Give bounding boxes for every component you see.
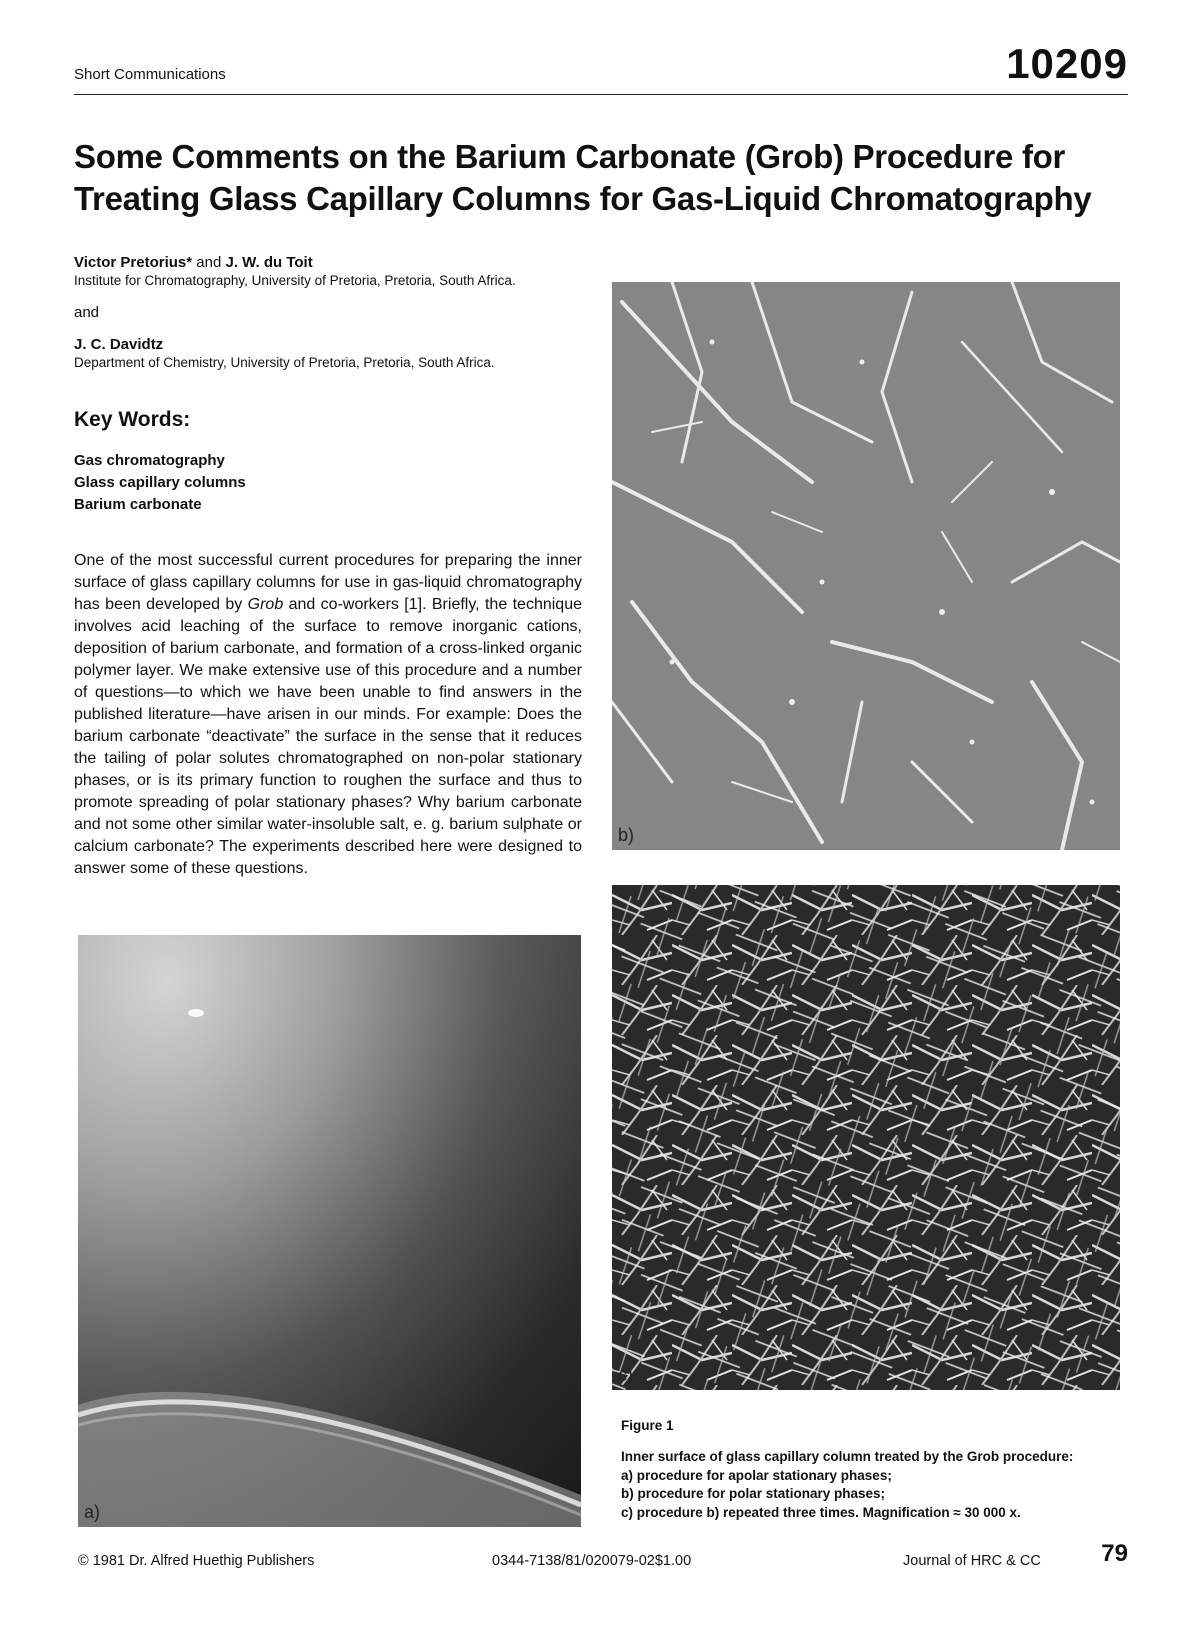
micrograph-a-image <box>78 935 581 1527</box>
caption-line: b) procedure for polar stationary phases; <box>621 1486 886 1501</box>
author-block <box>74 254 594 372</box>
header-rule <box>74 94 1128 95</box>
keyword-item: Gas chromatography <box>74 452 225 469</box>
micrograph-b-image <box>612 282 1120 850</box>
keyword-list <box>74 450 246 516</box>
abstract-paragraph <box>74 550 582 880</box>
author-separator: and <box>74 304 100 321</box>
figure-caption <box>621 1448 1141 1522</box>
title-line-2: Treating Glass Capillary Columns for Gas-Liquid Chromatography <box>74 180 1092 217</box>
author-affiliation-2: Department of Chemistry, University of Pretoria, Pretoria, South Africa. <box>74 355 495 370</box>
panel-label-b: b) <box>618 825 635 845</box>
abstract-text-2: and co-workers [1]. Briefly, the technique involves acid leaching of the surface to remove inorganic cations, deposition of barium carbonate, and formation of a cross-linked organic polymer layer. We make extensive use of this procedure and a number of questions—to which we have been unable to find answers in the published literature—have arisen in our minds. For example: Does the barium carbonate “deactivate” the surface in the sense that it reduces the tailing of polar solutes chromatographed on non-polar stationary phases, or is its primary function to roughen the surface and thus to promote spreading of polar stationary phases? Why barium carbonate and not some other similar water-insoluble salt, e. g. barium sulphate or calcium carbonate? The experiments described here were designed to answer some of these questions. <box>74 596 582 877</box>
footer-issn: 0344-7138/81/020079-02$1.00 <box>492 1553 692 1569</box>
author-name: J. W. du Toit <box>225 254 313 271</box>
title-line-1: Some Comments on the Barium Carbonate (Grob) Procedure for <box>74 138 1066 175</box>
keyword-item: Barium carbonate <box>74 496 202 513</box>
article-title <box>74 136 1134 220</box>
author-conjunction: and <box>196 254 222 271</box>
abstract-italic-name: Grob <box>247 596 284 613</box>
footer-journal: Journal of HRC & CC <box>903 1553 1041 1569</box>
caption-line: a) procedure for apolar stationary phases; <box>621 1467 892 1483</box>
micrograph-panel-b <box>612 282 1120 850</box>
micrograph-panel-a <box>78 935 581 1527</box>
article-number: 10209 <box>1006 40 1128 87</box>
author-names-1 <box>74 254 594 272</box>
author-affiliation-1: Institute for Chromatography, University of Pretoria, Pretoria, South Africa. <box>74 273 516 288</box>
micrograph-c-image <box>612 885 1120 1390</box>
keywords-heading: Key Words: <box>74 408 191 431</box>
panel-label-a: a) <box>84 1502 101 1522</box>
figure-title: Figure 1 <box>621 1418 674 1433</box>
page-number: 79 <box>1101 1540 1128 1567</box>
author-names-2 <box>74 336 594 354</box>
keyword-item: Glass capillary columns <box>74 474 246 491</box>
micrograph-panel-c <box>612 885 1120 1390</box>
author-name: J. C. Davidtz <box>74 336 164 353</box>
caption-line: c) procedure b) repeated three times. Magnification ≈ 30 000 x. <box>621 1504 1021 1520</box>
abstract-text-1: One of the most successful current procedures for preparing the inner surface of glass capillary columns for use in gas-liquid chromatography has been developed by <box>74 552 582 613</box>
footer-copyright: © 1981 Dr. Alfred Huethig Publishers <box>78 1553 315 1569</box>
author-name: Victor Pretorius* <box>74 254 193 271</box>
caption-line: Inner surface of glass capillary column treated by the Grob procedure: <box>621 1449 1074 1464</box>
section-label: Short Communications <box>74 66 226 83</box>
panel-label-c: c) <box>618 1365 633 1385</box>
